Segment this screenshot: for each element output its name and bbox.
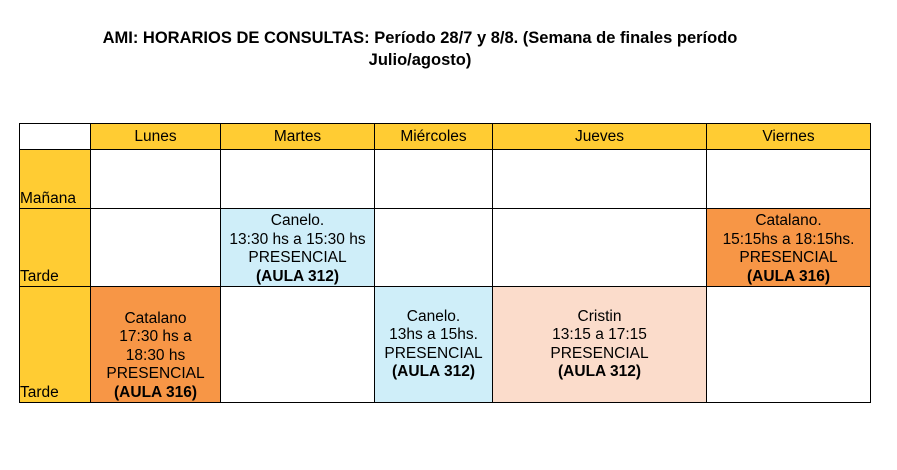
- time-range-end: 18:30 hs: [125, 346, 186, 364]
- row-label: Tarde: [20, 209, 91, 287]
- table-row: [20, 150, 871, 209]
- schedule-cell: [91, 150, 221, 209]
- mode-label: PRESENCIAL: [248, 249, 347, 266]
- schedule-table: [19, 123, 871, 403]
- title-line-1: AMI: HORARIOS DE CONSULTAS: Período 28/7 y 8/8. (Semana de finales período: [102, 29, 738, 47]
- day-header-viernes: Viernes: [707, 124, 871, 150]
- mode-label: PRESENCIAL: [739, 249, 838, 266]
- schedule-cell: [493, 209, 707, 287]
- schedule-cell: [375, 209, 493, 287]
- room-label: (AULA 312): [256, 267, 339, 285]
- mode-label: PRESENCIAL: [550, 344, 649, 362]
- teacher-name: Cristin: [577, 307, 622, 325]
- time-range: 15:15hs a 18:15hs.: [722, 230, 855, 248]
- schedule-cell: [221, 150, 375, 209]
- title-line-2: Julio/agosto): [368, 51, 472, 69]
- time-range: 13:15 a 17:15: [552, 326, 647, 343]
- row-label: Tarde: [20, 287, 91, 403]
- day-header-lunes: Lunes: [91, 124, 221, 150]
- day-header-miercoles: Miércoles: [375, 124, 493, 150]
- schedule-cell-canelo-miercoles: [375, 287, 493, 403]
- row-label: Mañana: [20, 150, 91, 209]
- mode-label: PRESENCIAL: [106, 365, 205, 382]
- schedule-cell: [707, 150, 871, 209]
- schedule-cell: [375, 150, 493, 209]
- day-header-jueves: Jueves: [493, 124, 707, 150]
- page-title: [40, 27, 800, 71]
- day-header-martes: Martes: [221, 124, 375, 150]
- corner-cell: [20, 124, 91, 150]
- teacher-name: Canelo.: [270, 212, 325, 229]
- schedule-cell-canelo-martes: [221, 209, 375, 287]
- table-row: [20, 209, 871, 287]
- schedule-cell: [91, 209, 221, 287]
- time-range: 13hs a 15hs.: [389, 326, 478, 343]
- schedule-cell-catalano-viernes: [707, 209, 871, 287]
- room-label: (AULA 312): [392, 363, 475, 380]
- time-range: 13:30 hs a 15:30 hs: [229, 230, 366, 248]
- room-label: (AULA 316): [114, 383, 197, 401]
- time-range-start: 17:30 hs a: [119, 328, 192, 345]
- schedule-cell: [707, 287, 871, 403]
- teacher-name: Catalano.: [755, 212, 822, 229]
- table-row: [20, 287, 871, 403]
- schedule-cell-cristin-jueves: [493, 287, 707, 403]
- room-label: (AULA 312): [558, 363, 641, 380]
- mode-label: PRESENCIAL: [384, 344, 483, 362]
- schedule-cell: [221, 287, 375, 403]
- schedule-cell: [493, 150, 707, 209]
- teacher-name: Canelo.: [406, 307, 461, 325]
- header-row: [20, 124, 871, 150]
- teacher-name: Catalano: [124, 309, 187, 327]
- room-label: (AULA 316): [747, 267, 830, 285]
- schedule-cell-catalano-lunes: [91, 287, 221, 403]
